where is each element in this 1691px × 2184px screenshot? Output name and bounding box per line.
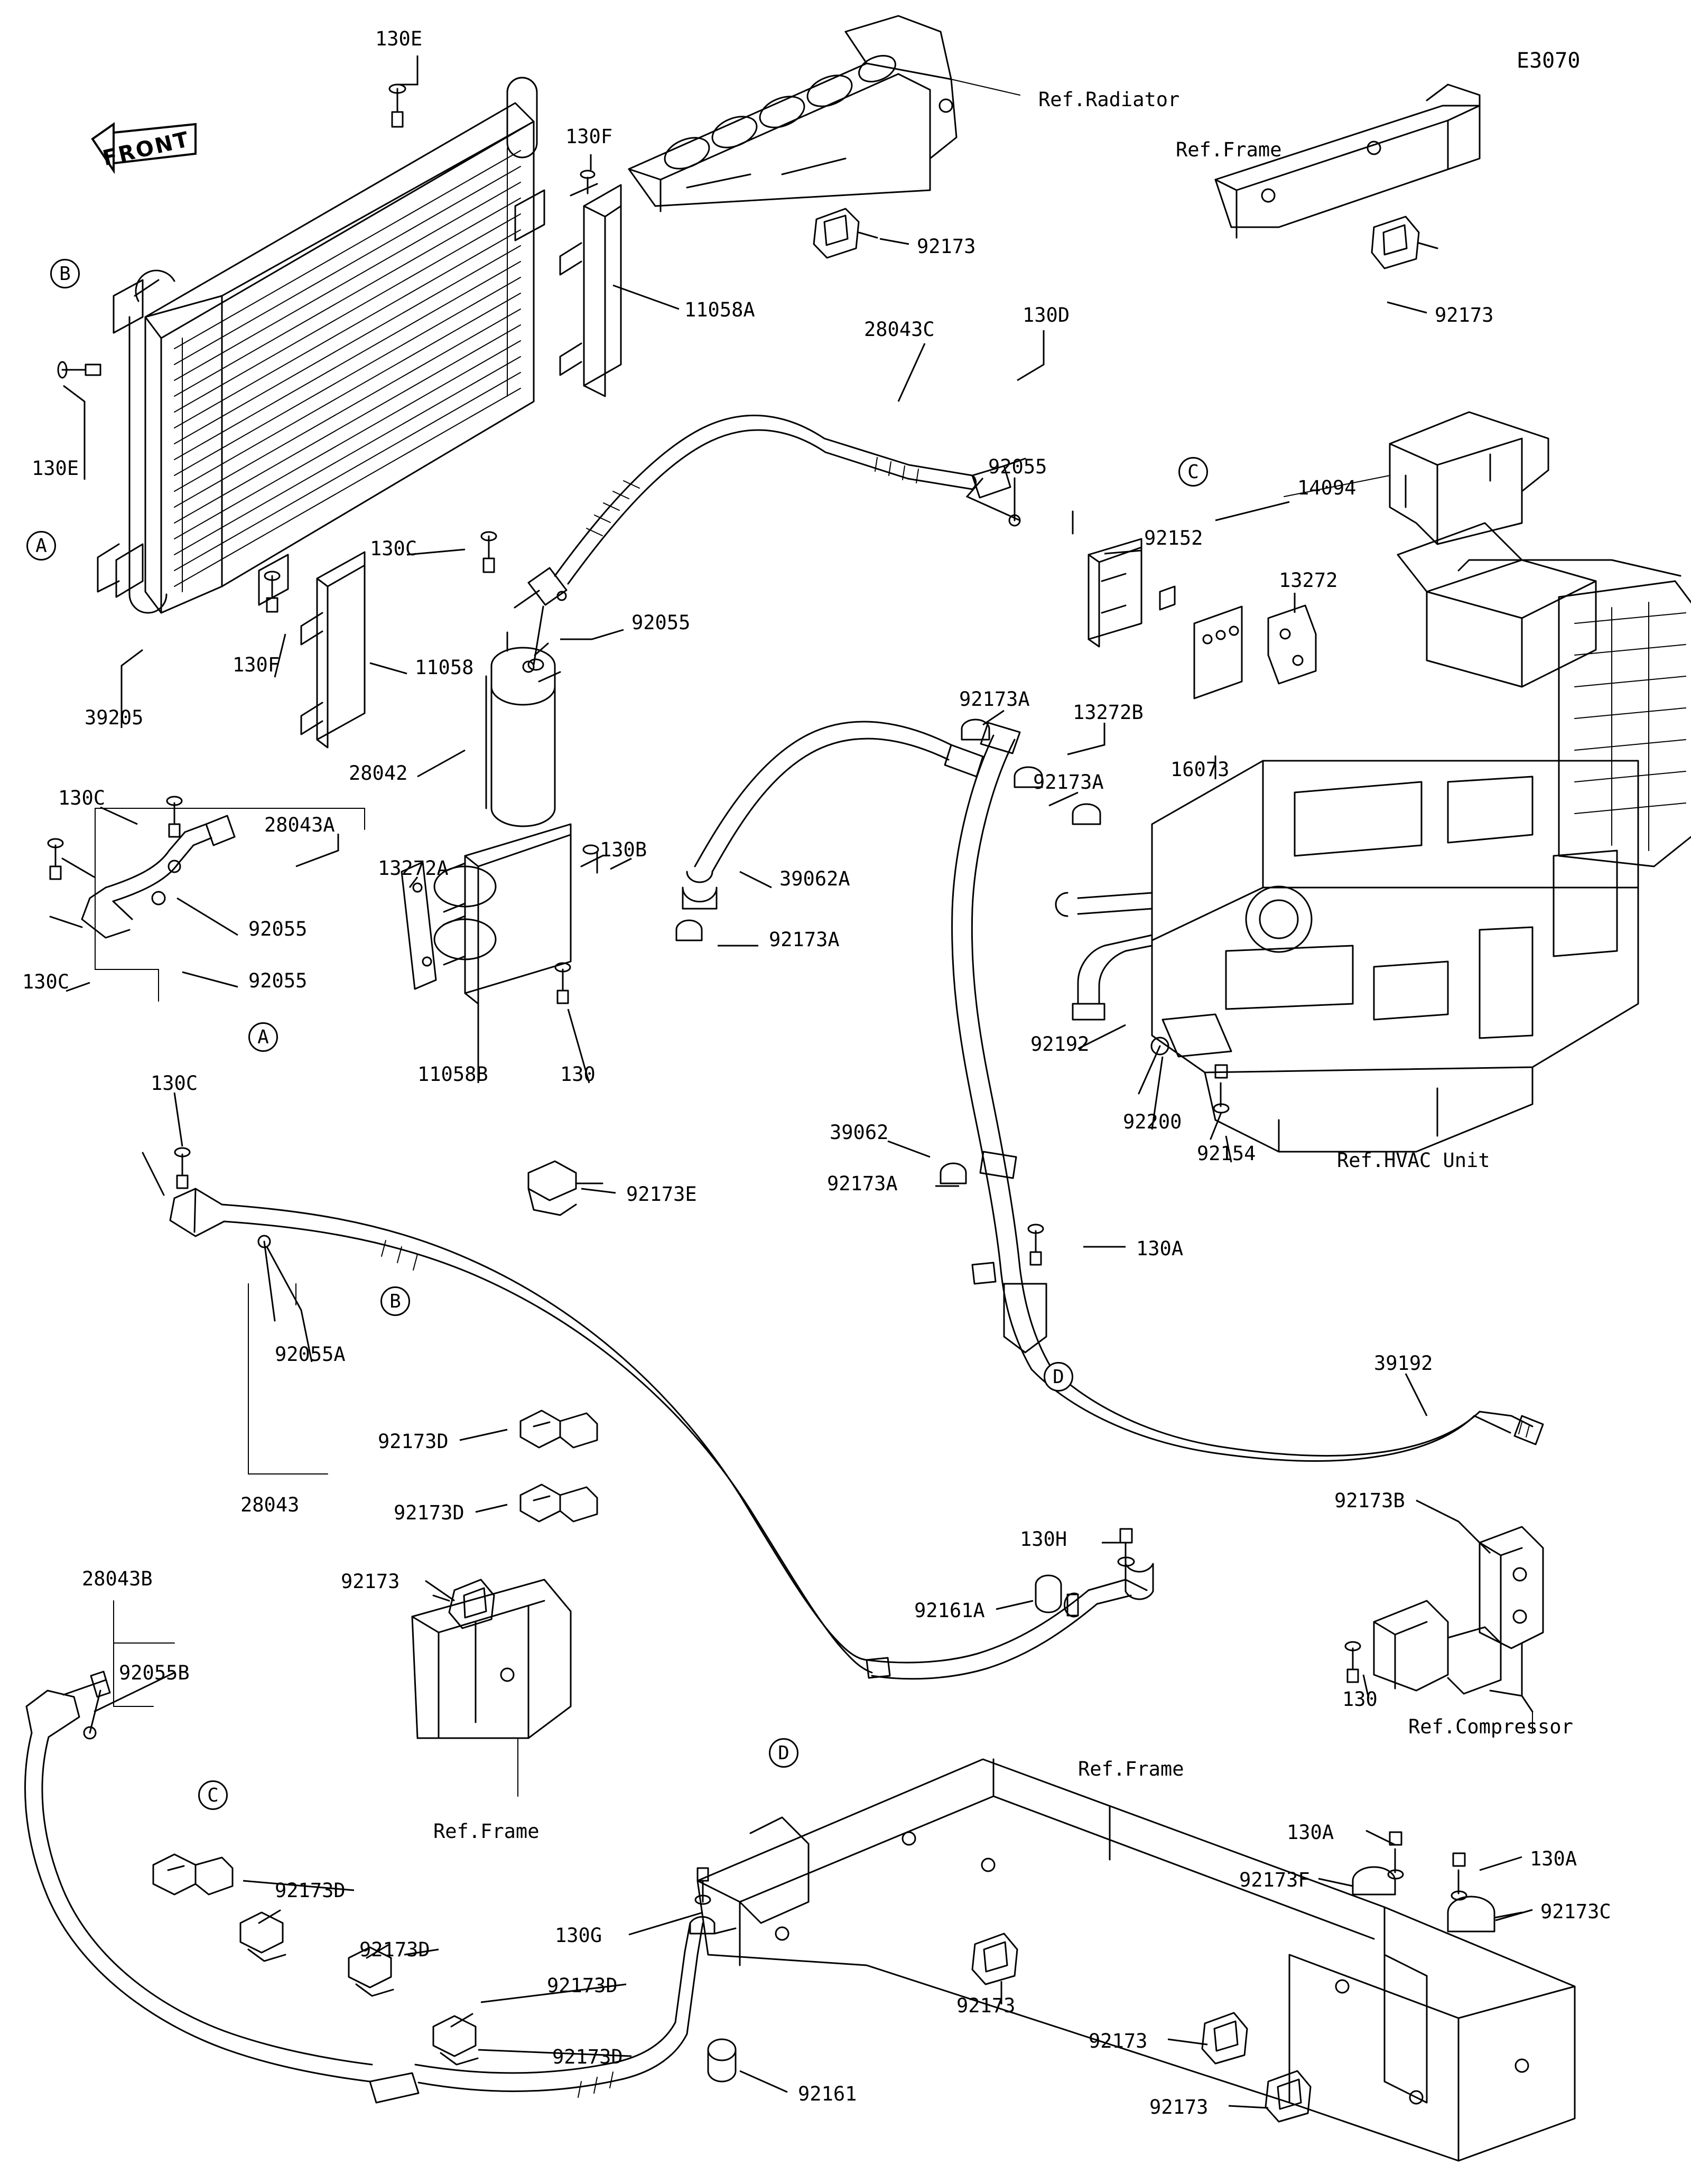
callout-92154: 92154 bbox=[1197, 1142, 1256, 1165]
callout-92161a: 92161A bbox=[914, 1599, 985, 1622]
ref-frame-top bbox=[1215, 85, 1480, 268]
callout-92173a-1: 92173A bbox=[959, 688, 1030, 711]
callout-130c-b: 130C bbox=[22, 970, 70, 993]
hvac-unit bbox=[1056, 523, 1691, 1152]
callout-130a-2: 130A bbox=[1287, 1821, 1334, 1844]
callout-130b: 130B bbox=[600, 838, 647, 861]
callout-92173-top: 92173 bbox=[917, 235, 976, 258]
callout-130a-3: 130A bbox=[1530, 1847, 1577, 1870]
balloon-a-mid: A bbox=[248, 1022, 278, 1052]
callout-92055-b: 92055 bbox=[631, 611, 691, 634]
callout-130c-top: 130C bbox=[370, 537, 417, 560]
balloon-b-top: B bbox=[50, 259, 80, 288]
callout-130-b: 130 bbox=[1342, 1688, 1378, 1711]
callout-92055b: 92055B bbox=[119, 1662, 190, 1684]
callout-39062a: 39062A bbox=[779, 867, 850, 890]
balloon-c-right: C bbox=[1178, 457, 1208, 487]
diagram-code: E3070 bbox=[1517, 49, 1581, 73]
ref-frame-mid bbox=[412, 1580, 571, 1796]
receiver-drier bbox=[486, 632, 560, 826]
callout-28043c: 28043C bbox=[864, 318, 935, 341]
callout-39205: 39205 bbox=[85, 706, 144, 729]
hose-28043 bbox=[143, 1148, 890, 1678]
callout-92173d-6: 92173D bbox=[552, 2046, 623, 2068]
callout-130-a: 130 bbox=[560, 1063, 596, 1086]
balloon-c-low: C bbox=[198, 1780, 228, 1810]
ref-frame-mid-label: Ref.Frame bbox=[433, 1820, 540, 1843]
callout-92173-bf3: 92173 bbox=[1149, 2096, 1209, 2118]
callout-92173d-5: 92173D bbox=[547, 1974, 618, 1997]
hose-39192 bbox=[867, 1529, 1153, 1679]
callout-130e-left: 130E bbox=[32, 457, 79, 480]
callout-92055-a: 92055 bbox=[988, 455, 1047, 478]
ref-hvac-unit-label: Ref.HVAC Unit bbox=[1337, 1149, 1490, 1172]
callout-92055-d: 92055 bbox=[248, 969, 308, 992]
callout-130c-a: 130C bbox=[58, 787, 106, 809]
callout-92173-mid: 92173 bbox=[341, 1570, 400, 1593]
bracket-11058b bbox=[402, 824, 602, 1004]
callout-92173-frame: 92173 bbox=[1435, 304, 1494, 326]
heater-hoses bbox=[683, 722, 1543, 1461]
callout-130f-top: 130F bbox=[565, 125, 613, 148]
callout-11058a: 11058A bbox=[684, 298, 755, 321]
callout-130g: 130G bbox=[555, 1924, 602, 1947]
callout-13272: 13272 bbox=[1279, 569, 1338, 592]
callout-39192: 39192 bbox=[1374, 1352, 1433, 1375]
hose-28043c bbox=[515, 415, 1025, 670]
callout-92055a: 92055A bbox=[275, 1343, 346, 1366]
callout-13272b: 13272B bbox=[1073, 701, 1144, 724]
callout-28042: 28042 bbox=[349, 762, 408, 785]
callout-28043a: 28043A bbox=[264, 814, 335, 836]
callout-92200: 92200 bbox=[1123, 1110, 1182, 1133]
callout-130e-top: 130E bbox=[375, 27, 423, 50]
callout-130c-c: 130C bbox=[151, 1072, 198, 1095]
callout-92173d-3: 92173D bbox=[275, 1879, 346, 1902]
callout-92173-bf1: 92173 bbox=[956, 1994, 1016, 2017]
callout-92173a-3: 92173A bbox=[769, 928, 840, 951]
ref-compressor-label: Ref.Compressor bbox=[1408, 1715, 1573, 1738]
front-direction-badge bbox=[82, 119, 203, 177]
callout-39062: 39062 bbox=[830, 1121, 889, 1144]
callout-13272a: 13272A bbox=[378, 857, 449, 880]
callout-92173b: 92173B bbox=[1334, 1489, 1405, 1512]
front-label: FRONT bbox=[100, 127, 192, 171]
callout-130h: 130H bbox=[1020, 1528, 1067, 1551]
ref-radiator-label: Ref.Radiator bbox=[1038, 88, 1180, 111]
callout-92173d-2: 92173D bbox=[394, 1501, 464, 1524]
balloon-d-right: D bbox=[1044, 1362, 1073, 1392]
callout-92173a-2: 92173A bbox=[1033, 771, 1104, 794]
ref-frame-bottom-label: Ref.Frame bbox=[1078, 1758, 1184, 1780]
callout-92173f: 92173F bbox=[1239, 1869, 1310, 1891]
callout-92173c: 92173C bbox=[1540, 1900, 1611, 1923]
callout-16073: 16073 bbox=[1170, 758, 1230, 781]
callout-11058: 11058 bbox=[415, 656, 474, 679]
callout-14094: 14094 bbox=[1297, 477, 1356, 499]
balloon-a-left: A bbox=[26, 531, 56, 561]
callout-92152: 92152 bbox=[1144, 527, 1203, 549]
callout-28043b: 28043B bbox=[82, 1567, 153, 1590]
callout-92173d-4: 92173D bbox=[359, 1938, 430, 1961]
ref-frame-top-label: Ref.Frame bbox=[1176, 138, 1282, 161]
callout-92173-bf2: 92173 bbox=[1089, 2030, 1148, 2052]
ref-radiator-bracket bbox=[629, 16, 1020, 258]
callout-92161: 92161 bbox=[798, 2083, 857, 2105]
callout-92173d-1: 92173D bbox=[378, 1430, 449, 1453]
callout-130f-left: 130F bbox=[233, 654, 280, 676]
callout-92055-c: 92055 bbox=[248, 918, 308, 940]
callout-11058b: 11058B bbox=[417, 1063, 488, 1086]
callout-92173a-4: 92173A bbox=[827, 1172, 898, 1195]
callout-130a-1: 130A bbox=[1136, 1237, 1184, 1260]
balloon-d-low: D bbox=[769, 1738, 798, 1768]
callout-92192: 92192 bbox=[1030, 1033, 1090, 1056]
callout-28043: 28043 bbox=[240, 1494, 300, 1516]
callout-130d: 130D bbox=[1023, 304, 1070, 326]
callout-92173e: 92173E bbox=[626, 1183, 697, 1206]
balloon-b-mid: B bbox=[380, 1286, 410, 1316]
